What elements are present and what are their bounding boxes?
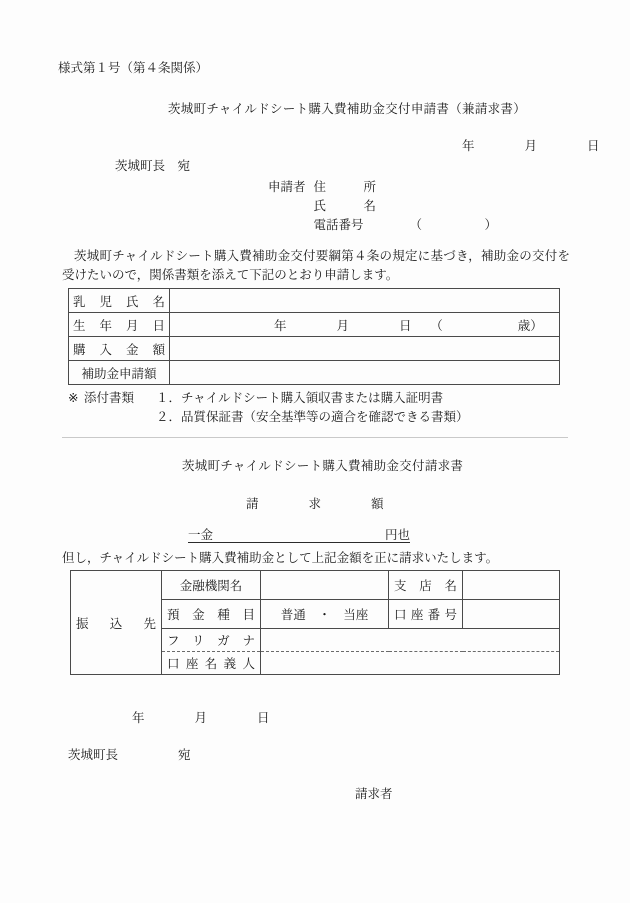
claim-amount-line[interactable]	[188, 525, 410, 543]
table-row	[71, 571, 560, 600]
branch-name-value[interactable]	[463, 571, 560, 600]
applicant-phone-row	[268, 215, 497, 234]
claim-date-line: 年 月 日	[132, 710, 270, 725]
attachment-item-1: １．チャイルドシート購入領収書または購入証明書	[156, 390, 444, 405]
claim-proviso-text: 但し，チャイルドシート購入費補助金として上記金額を正に請求いたします。	[62, 550, 499, 565]
branch-name-label: 支店名	[389, 571, 463, 600]
account-holder-label: 口座名義人	[162, 652, 261, 675]
attachment-note-row-1	[68, 388, 469, 407]
section-divider	[62, 437, 568, 438]
claim-addressee	[68, 749, 191, 762]
claim-amount-prefix: 一金	[188, 527, 214, 542]
application-body-text: 茨城町チャイルドシート購入費補助金交付要綱第４条の規定に基づき，補助金の交付を受けたいので，関係書類を添えて下記のとおり申請します。	[62, 248, 570, 282]
attachment-note-row-2	[68, 407, 469, 426]
account-furigana-value[interactable]	[261, 629, 560, 652]
bank-name-label: 金融機関名	[162, 571, 261, 600]
child-birthdate-value[interactable]: 年 月 日 （ 歳）	[170, 313, 560, 337]
purchase-amount-label: 購入金額	[69, 337, 170, 361]
child-birthdate-label: 生年月日	[69, 313, 170, 337]
note-heading: 添付書類	[84, 390, 135, 405]
transfer-destination-label: 振込先	[71, 571, 162, 675]
attachment-item-2: ２．品質保証書（安全基準等の適合を確認できる書類）	[156, 409, 469, 424]
purchase-amount-value[interactable]	[170, 337, 560, 361]
account-furigana-label: フリガナ	[162, 629, 261, 652]
table-row	[69, 313, 560, 337]
note-mark: ※	[68, 390, 79, 405]
document-title-application: 茨城町チャイルドシート購入費補助金交付申請書（兼請求書）	[168, 101, 527, 116]
form-code-label: 様式第１号（第４条関係）	[58, 60, 209, 75]
child-info-table	[68, 288, 560, 385]
account-type-value[interactable]: 普通 ・ 当座	[261, 600, 389, 629]
account-holder-value[interactable]	[261, 652, 560, 675]
applicant-name-row	[268, 196, 497, 215]
document-title-claim: 茨城町チャイルドシート購入費補助金交付請求書	[182, 458, 464, 473]
attachment-notes	[68, 388, 469, 426]
applicant-label: 申請者	[268, 179, 306, 194]
subsidy-request-amount-label: 補助金申請額	[69, 361, 170, 385]
bank-transfer-table	[70, 570, 560, 675]
claim-amount-heading: 請 求 額	[246, 496, 384, 511]
child-name-value[interactable]	[170, 289, 560, 313]
application-date-line: 年 月 日	[462, 138, 600, 153]
account-number-label: 口座番号	[389, 600, 463, 629]
table-row	[69, 337, 560, 361]
claim-amount-suffix: 円也	[384, 527, 410, 542]
applicant-name-label: 氏 名	[313, 198, 377, 213]
applicant-phone-label: 電話番号	[313, 217, 364, 232]
claim-addressee-name: 茨城町長	[68, 747, 119, 762]
application-addressee: 茨城町長 宛	[115, 158, 191, 173]
account-number-value[interactable]	[463, 600, 560, 629]
claimant-label: 請求者	[355, 786, 393, 801]
subsidy-request-amount-value[interactable]	[170, 361, 560, 385]
bank-name-value[interactable]	[261, 571, 389, 600]
applicant-phone-value: （ ）	[409, 217, 498, 232]
account-type-label: 預金種目	[162, 600, 261, 629]
child-name-label: 乳児氏名	[69, 289, 170, 313]
table-row	[69, 289, 560, 313]
applicant-address-row	[268, 177, 497, 196]
applicant-block	[268, 177, 497, 234]
table-row	[69, 361, 560, 385]
claim-addressee-to: 宛	[178, 747, 191, 762]
applicant-address-label: 住 所	[313, 179, 377, 194]
